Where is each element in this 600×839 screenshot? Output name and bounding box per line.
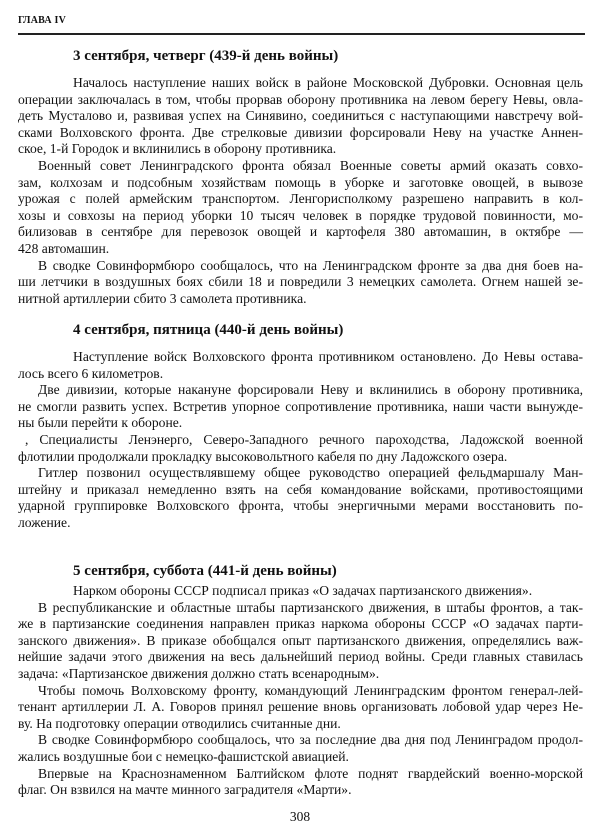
day-heading: 5 сентября, суббота (441-й день войны) bbox=[73, 563, 337, 579]
text-line: штейну и приказал немедленно взять на себя командование войсками, противостоящими bbox=[18, 481, 583, 497]
day-heading: 4 сентября, пятница (440-й день войны) bbox=[73, 322, 344, 338]
text-line: ны были перейти к обороне. bbox=[18, 415, 183, 431]
text-line: В сводке Совинформбюро сообщалось, что за последние два дня под Ленинградом продол- bbox=[38, 732, 583, 748]
text-line: Гитлер позвонил осуществлявшему общее руководство операцией фельдмаршалу Ман- bbox=[38, 465, 583, 481]
text-line: Началось наступление наших войск в районе Московской Дубровки. Основная цель bbox=[73, 75, 583, 90]
text-line: Нарком обороны СССР подписал приказ «О задачах партизанского движения». bbox=[73, 583, 533, 598]
paragraph bbox=[18, 600, 583, 683]
running-head: ГЛАВА IV bbox=[18, 15, 67, 26]
text-line: зам, колхозам и подсобным хозяйствам помощь в уборке и заготовке овощей, в вывозе bbox=[18, 174, 583, 190]
text-line: тенант артиллерии Л. А. Говоров принял решение вновь организовать лобовой удар через Не- bbox=[18, 699, 583, 715]
text-line: ское, 1-й Городок и вклинились в оборону противника. bbox=[18, 141, 337, 157]
paragraph bbox=[18, 349, 583, 382]
paragraph bbox=[18, 683, 583, 733]
page-number: 308 bbox=[289, 809, 311, 824]
text-line: занского движения». В приказе обобщался опыт партизанского движения, определялись важ- bbox=[18, 632, 583, 648]
text-line: , Специалисты Ленэнерго, Северо-Западного речного пароходства, Ладожской военной bbox=[25, 431, 583, 447]
day-heading: 3 сентября, четверг (439-й день войны) bbox=[73, 48, 339, 64]
paragraph bbox=[18, 382, 583, 432]
text-line: билизовав в сентябре для перевозок овощей и картофеля 380 автомашин, в октябре — bbox=[18, 224, 583, 240]
paragraph bbox=[18, 732, 583, 765]
paragraph bbox=[18, 432, 583, 465]
text-line: 428 автомашин. bbox=[18, 240, 110, 256]
paragraph bbox=[18, 258, 583, 308]
text-line: В сводке Совинформбюро сообщалось, что на Ленинградском фронте за два дня боев на- bbox=[38, 257, 583, 273]
text-line: Две дивизии, которые накануне форсировали Неву и вклинились в оборону противника, bbox=[38, 382, 583, 398]
text-line: лось всего 6 километров. bbox=[18, 365, 164, 381]
text-line: ши летчики в воздушных боях сбили 18 и повредили 3 немецких самолета. Огнем нашей зе- bbox=[18, 274, 583, 290]
text-line: жались воздушные бои с немецко-фашистской авиацией. bbox=[18, 748, 349, 764]
text-line: нейшие задачи этого движения на весь дальнейший период войны. Среди главных ставилась bbox=[18, 649, 583, 665]
text-line: ударной группировке Волховского фронта, чтобы энергичными мерами восстановить по- bbox=[18, 498, 583, 514]
text-line: сками Волховского фронта. Две стрелковые дивизии форсировали Неву на участке Аннен- bbox=[18, 124, 583, 140]
text-line: не смогли развить успех. Встретив упорное сопротивление противника, наши части вынужде- bbox=[18, 398, 583, 414]
text-line: же в партизанские соединения направлен приказ наркома обороны СССР «О задачах парти- bbox=[18, 616, 583, 632]
text-line: флотилии продолжали прокладку высоковольтного кабеля по дну Ладожского озера. bbox=[18, 448, 508, 464]
text-line: Чтобы помочь Волховскому фронту, командующий Ленинградским фронтом генерал-лей- bbox=[38, 682, 583, 698]
text-line: деть Мусталово и, развивая успех на Синявино, соединиться с наступающими навстречу вой- bbox=[18, 108, 583, 124]
paragraph bbox=[18, 75, 583, 158]
paragraph bbox=[18, 583, 583, 600]
text-line: задача: «Партизанское движения должно стать всенародным». bbox=[18, 665, 380, 681]
paragraph bbox=[18, 158, 583, 258]
section-body bbox=[18, 75, 583, 307]
text-line: урожая с полей армейским транспортом. Ленгорисполкому разрешено направить в кол- bbox=[18, 191, 583, 207]
text-line: Наступление войск Волховского фронта противником остановлено. До Невы остава- bbox=[73, 349, 583, 364]
text-line: Впервые на Краснознаменном Балтийском флоте поднят гвардейский военно-морской bbox=[38, 765, 583, 781]
paragraph bbox=[18, 766, 583, 799]
text-line: ву. На подготовку операции отводились считанные дни. bbox=[18, 715, 341, 731]
text-line: ложение. bbox=[18, 514, 71, 530]
header-rule bbox=[18, 33, 585, 35]
text-line: В республиканские и областные штабы партизанского движения, в штабы фронтов, а так- bbox=[38, 599, 583, 615]
section-body bbox=[18, 583, 583, 799]
text-line: нитной артиллерии сбито 3 самолета противника. bbox=[18, 290, 307, 306]
paragraph bbox=[18, 465, 583, 531]
section-body bbox=[18, 349, 583, 532]
text-line: Военный совет Ленинградского фронта обязал Военные советы армий оказать совхо- bbox=[38, 157, 583, 173]
text-line: хозы и совхозы на период уборки 10 тысяч человек в порядке трудовой повинности, мо- bbox=[18, 207, 583, 223]
text-line: флаг. Он взвился на мачте минного заградителя «Марти». bbox=[18, 782, 352, 798]
text-line: операции заключалась в том, чтобы прорвав оборону противника на левом берегу Невы, овла- bbox=[18, 91, 583, 107]
